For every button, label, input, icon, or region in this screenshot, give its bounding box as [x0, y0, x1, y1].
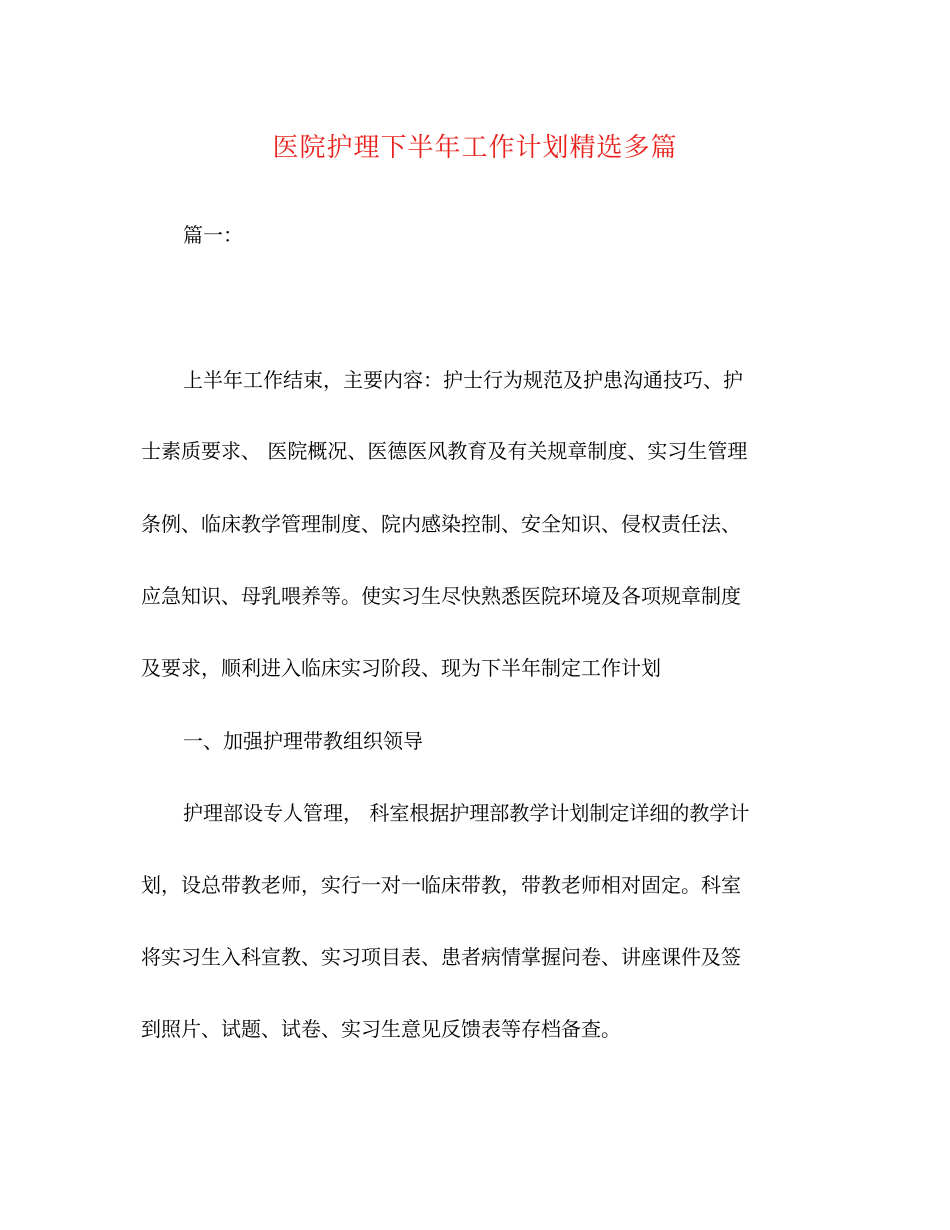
paragraph1-line-5: 及要求，顺利进入临床实习阶段、现为下半年制定工作计划 — [141, 656, 661, 680]
paragraph1-line-2: 士素质要求、 医院概况、医德医风教育及有关规章制度、实习生管理 — [141, 439, 748, 463]
document-title: 医院护理下半年工作计划精选多篇 — [272, 133, 678, 163]
paragraph2-line-3: 将实习生入科宣教、实习项目表、患者病情掌握问卷、讲座课件及签 — [141, 945, 741, 969]
paragraph1-line-3: 条例、临床教学管理制度、院内感染控制、安全知识、侵权责任法、 — [141, 512, 741, 536]
paragraph2-line-2: 划，设总带教老师，实行一对一临床带教，带教老师相对固定。科室 — [141, 873, 741, 897]
heading-section-1: 一、加强护理带教组织领导 — [183, 729, 423, 753]
section-label: 篇一： — [183, 223, 243, 247]
paragraph2-line-1: 护理部设专人管理， 科室根据护理部教学计划制定详细的教学计 — [183, 801, 750, 825]
paragraph1-line-4: 应急知识、母乳喂养等。使实习生尽快熟悉医院环境及各项规章制度 — [141, 584, 741, 608]
paragraph1-line-1: 上半年工作结束，主要内容：护士行为规范及护患沟通技巧、护 — [183, 368, 743, 392]
paragraph2-line-4: 到照片、试题、试卷、实习生意见反馈表等存档备查。 — [141, 1017, 621, 1041]
